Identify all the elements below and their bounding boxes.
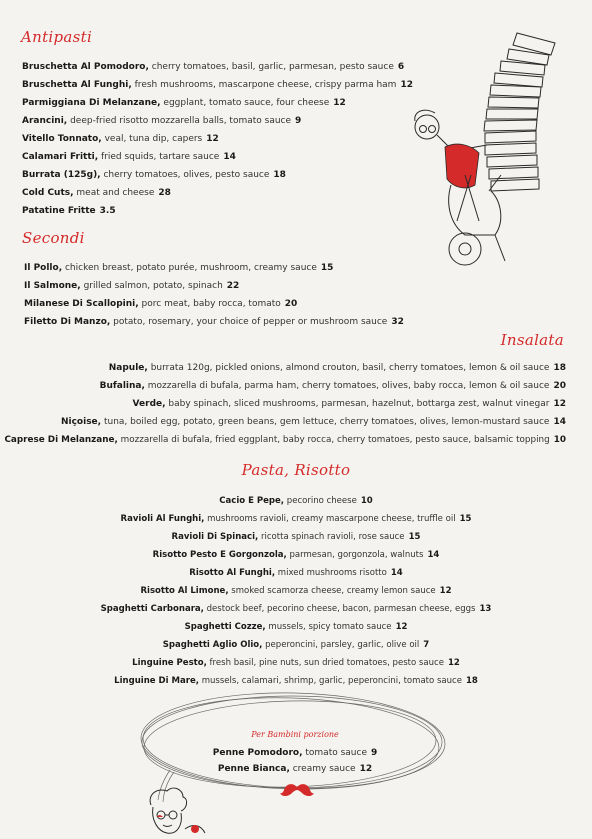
antipasti-menu-item xyxy=(22,169,286,181)
dish-name: Vitello Tonnato, xyxy=(22,134,102,144)
pasta-menu-item xyxy=(0,639,592,651)
dish-description: fresh mushrooms, mascarpone cheese, crispy parma ham xyxy=(131,80,397,90)
dish-price: 20 xyxy=(553,381,566,391)
secondi-menu-item xyxy=(24,316,404,328)
dish-description: ricotta spinach ravioli, rose sauce xyxy=(258,532,405,542)
dish-name: Bruschetta Al Pomodoro, xyxy=(22,62,149,72)
dish-description: cherry tomatoes, basil, garlic, parmesan, pesto sauce xyxy=(148,62,394,72)
dish-price: 14 xyxy=(427,550,440,560)
dish-price: 12 xyxy=(447,658,460,668)
dish-name: Il Salmone, xyxy=(24,281,81,291)
dish-price: 12 xyxy=(400,80,413,90)
dish-name: Filetto Di Manzo, xyxy=(24,317,111,327)
dish-price: 14 xyxy=(223,152,236,162)
dish-name: Verde, xyxy=(132,399,166,409)
dish-price: 15 xyxy=(320,263,334,273)
dish-price: 15 xyxy=(408,532,421,542)
dish-name: Risotto Al Limone, xyxy=(140,586,229,596)
dish-price: 12 xyxy=(553,399,566,409)
dish-name: Linguine Pesto, xyxy=(132,658,207,668)
insalata-menu-item xyxy=(100,380,566,392)
insalata-menu-item xyxy=(109,362,566,374)
dish-price: 18 xyxy=(273,170,286,180)
dish-description: cherry tomatoes, olives, pesto sauce xyxy=(100,170,270,180)
dish-name: Calamari Fritti, xyxy=(22,152,99,162)
insalata-heading: Insalata xyxy=(500,331,564,349)
pizza-delivery-scooter-illustration xyxy=(405,25,585,280)
dish-price: 3.5 xyxy=(99,206,116,216)
dish-name: Napule, xyxy=(108,363,148,373)
dish-description: creamy sauce xyxy=(289,764,356,774)
dish-description: mozzarella di bufala, fried eggplant, baby rocca, cherry tomatoes, pesto sauce, balsamic topping xyxy=(117,435,550,445)
dish-name: Penne Pomodoro, xyxy=(212,748,303,758)
secondi-heading: Secondi xyxy=(22,229,85,247)
dish-name: Cacio E Pepe, xyxy=(219,496,285,506)
dish-price: 32 xyxy=(391,317,404,327)
dish-price: 18 xyxy=(553,363,566,373)
dish-description: mussels, spicy tomato sauce xyxy=(265,622,392,632)
dish-name: Burrata (125g), xyxy=(22,170,101,180)
dish-description: mozzarella di bufala, parma ham, cherry tomatoes, olives, baby rocca, lemon & oil sauce xyxy=(144,381,550,391)
dish-description: veal, tuna dip, capers xyxy=(101,134,203,144)
bambini-heading: Per Bambini porzione xyxy=(251,730,339,739)
dish-name: Caprese Di Melanzane, xyxy=(4,435,118,445)
insalata-menu-item xyxy=(133,398,566,410)
dish-description: parmesan, gorgonzola, walnuts xyxy=(286,550,424,560)
pasta-heading: Pasta, Risotto xyxy=(241,461,351,479)
dish-description: pecorino cheese xyxy=(284,496,357,506)
secondi-menu-item xyxy=(24,262,333,274)
dish-price: 28 xyxy=(158,188,171,198)
antipasti-menu-item xyxy=(22,151,236,163)
dish-price: 12 xyxy=(333,98,346,108)
pasta-menu-item xyxy=(0,675,592,687)
dish-description: baby spinach, sliced mushrooms, parmesan, hazelnut, bottarga zest, walnut vinegar xyxy=(165,399,550,409)
dish-description: eggplant, tomato sauce, four cheese xyxy=(160,98,330,108)
antipasti-menu-item xyxy=(22,115,301,127)
pasta-menu-item xyxy=(0,621,592,633)
chef-face-illustration xyxy=(145,785,225,839)
dish-name: Bruschetta Al Funghi, xyxy=(22,80,132,90)
dish-price: 9 xyxy=(295,116,302,126)
pasta-menu-item xyxy=(0,495,592,507)
dish-description: fried squids, tartare sauce xyxy=(98,152,220,162)
dish-description: tomato sauce xyxy=(302,748,367,758)
dish-name: Spaghetti Cozze, xyxy=(184,622,266,632)
dish-name: Linguine Di Mare, xyxy=(114,676,199,686)
bambini-menu-item xyxy=(150,763,440,775)
dish-description: potato, rosemary, your choice of pepper or mushroom sauce xyxy=(110,317,388,327)
antipasti-menu-item xyxy=(22,205,116,217)
dish-description: smoked scamorza cheese, creamy lemon sauce xyxy=(228,586,436,596)
secondi-menu-item xyxy=(24,280,239,292)
dish-price: 10 xyxy=(360,496,373,506)
dish-description: burrata 120g, pickled onions, almond crouton, basil, cherry tomatoes, lemon & oil sauce xyxy=(147,363,550,373)
dish-description: destock beef, pecorino cheese, bacon, parmesan cheese, eggs xyxy=(203,604,476,614)
dish-price: 20 xyxy=(284,299,298,309)
dish-name: Penne Bianca, xyxy=(217,764,290,774)
dish-price: 12 xyxy=(395,622,408,632)
bambini-menu-item xyxy=(150,747,440,759)
dish-name: Niçoise, xyxy=(60,417,102,427)
dish-name: Ravioli Al Funghi, xyxy=(120,514,205,524)
pasta-menu-item xyxy=(0,549,592,561)
dish-price: 14 xyxy=(390,568,403,578)
dish-price: 12 xyxy=(359,764,373,774)
pasta-menu-item xyxy=(0,657,592,669)
dish-price: 12 xyxy=(439,586,452,596)
dish-price: 13 xyxy=(479,604,492,614)
dish-price: 10 xyxy=(553,435,566,445)
insalata-menu-item xyxy=(4,434,566,446)
dish-price: 14 xyxy=(553,417,566,427)
dish-price: 6 xyxy=(397,62,405,72)
dish-name: Arancini, xyxy=(22,116,68,126)
antipasti-menu-item xyxy=(22,79,413,91)
dish-name: Patatine Fritte xyxy=(22,206,96,216)
dish-price: 7 xyxy=(423,640,430,650)
dish-name: Il Pollo, xyxy=(24,263,63,273)
pasta-menu-item xyxy=(0,585,592,597)
secondi-menu-item xyxy=(24,298,297,310)
antipasti-heading: Antipasti xyxy=(21,28,93,46)
dish-name: Cold Cuts, xyxy=(22,188,74,198)
dish-price: 18 xyxy=(465,676,478,686)
mustache-icon xyxy=(280,782,314,798)
antipasti-menu-item xyxy=(22,61,404,73)
dish-name: Parmiggiana Di Melanzane, xyxy=(22,98,161,108)
dish-description: porc meat, baby rocca, tomato xyxy=(138,299,281,309)
dish-description: meat and cheese xyxy=(73,188,155,198)
pasta-menu-item xyxy=(0,531,592,543)
dish-name: Spaghetti Aglio Olio, xyxy=(162,640,263,650)
pasta-menu-item xyxy=(0,513,592,525)
dish-description: mixed mushrooms risotto xyxy=(275,568,387,578)
antipasti-menu-item xyxy=(22,97,346,109)
dish-name: Ravioli Di Spinaci, xyxy=(171,532,259,542)
antipasti-menu-item xyxy=(22,187,171,199)
dish-name: Risotto Al Funghi, xyxy=(189,568,276,578)
pasta-menu-item xyxy=(0,603,592,615)
dish-price: 12 xyxy=(206,134,219,144)
dish-name: Milanese Di Scallopini, xyxy=(24,299,139,309)
dish-description: fresh basil, pine nuts, sun dried tomatoes, pesto sauce xyxy=(206,658,444,668)
antipasti-menu-item xyxy=(22,133,219,145)
dish-price: 9 xyxy=(370,748,378,758)
dish-description: tuna, boiled egg, potato, green beans, gem lettuce, cherry tomatoes, olives, lemon-mustard sauce xyxy=(101,417,550,427)
dish-description: peperoncini, parsley, garlic, olive oil xyxy=(262,640,420,650)
dish-name: Risotto Pesto E Gorgonzola, xyxy=(152,550,287,560)
dish-description: mussels, calamari, shrimp, garlic, peperoncini, tomato sauce xyxy=(198,676,462,686)
dish-name: Bufalina, xyxy=(99,381,145,391)
dish-description: deep-fried risotto mozzarella balls, tomato sauce xyxy=(67,116,292,126)
dish-description: chicken breast, potato purée, mushroom, creamy sauce xyxy=(62,263,317,273)
dish-name: Spaghetti Carbonara, xyxy=(100,604,204,614)
dish-price: 22 xyxy=(226,281,240,291)
dish-price: 15 xyxy=(459,514,472,524)
dish-description: mushrooms ravioli, creamy mascarpone cheese, truffle oil xyxy=(204,514,456,524)
insalata-menu-item xyxy=(61,416,566,428)
dish-description: grilled salmon, potato, spinach xyxy=(80,281,223,291)
pasta-menu-item xyxy=(0,567,592,579)
